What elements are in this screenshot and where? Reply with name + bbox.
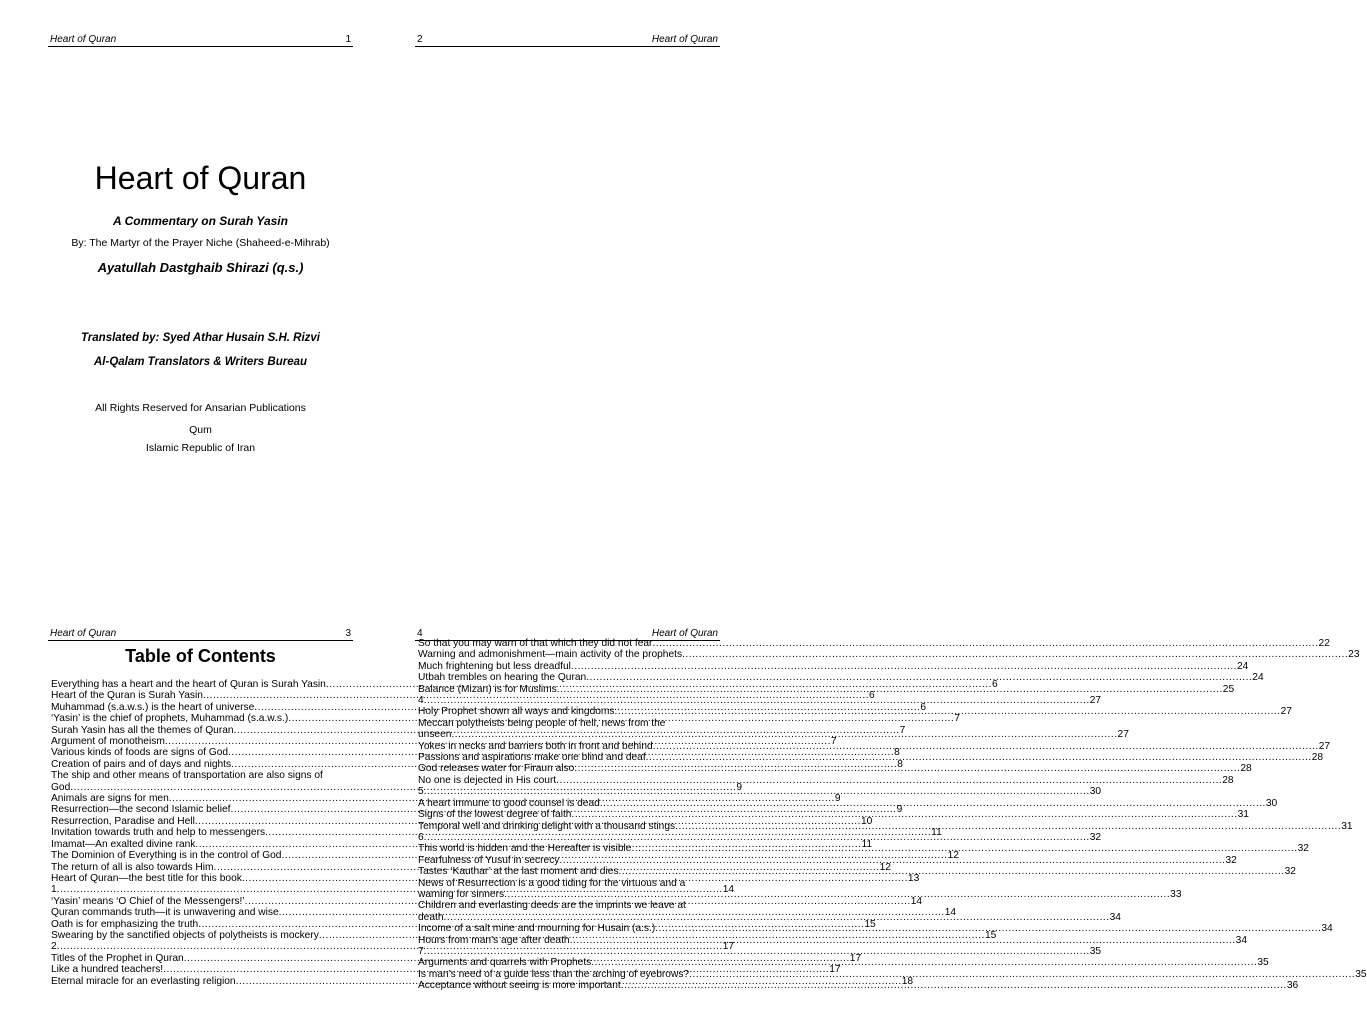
toc-entry-title: Imamat—An exalted divine rank	[51, 838, 196, 850]
toc-entry-page: 9	[736, 781, 743, 793]
toc-entry[interactable]	[418, 878, 721, 889]
toc-entry-title: Meccan polytheists being people of hell, news from the	[418, 717, 666, 729]
dot-leader	[444, 912, 1110, 923]
dot-leader	[652, 638, 1318, 649]
dot-leader	[655, 923, 1321, 934]
toc-entry-page: 11	[931, 827, 942, 839]
toc-entry-title: This world is hidden and the Hereafter is visible	[418, 843, 632, 855]
dot-leader	[653, 741, 1319, 752]
toc-entry-page: 35	[1355, 968, 1367, 980]
country-line: Islamic Republic of Iran	[145, 442, 256, 454]
toc-entry-title: Temporal well and drinking delight with a thousand stings	[418, 820, 676, 832]
toc-entry-title: Arguments and quarrels with Prophets	[418, 957, 592, 969]
toc-entry-page: 28	[1311, 752, 1324, 764]
toc-entry-page: 32	[1284, 866, 1296, 878]
dot-leader	[675, 821, 1341, 832]
toc-entry-page: 15	[864, 918, 876, 930]
toc-entry-title: Creation of pairs and of days and nights	[51, 758, 232, 770]
toc-entry-page: 14	[910, 895, 923, 907]
toc-entry-title: Eternal miracle for an everlasting religion	[51, 975, 236, 987]
toc-entry-page: 28	[1222, 774, 1234, 786]
dot-leader	[571, 661, 1237, 672]
toc-entry-title: Muhammad (s.a.w.s.) is the heart of universe	[51, 701, 255, 713]
dot-leader	[600, 798, 1266, 809]
toc-entry-title-cont: unseen	[418, 729, 452, 741]
toc-entry[interactable]	[418, 706, 1292, 718]
toc-entry-page: 30	[1265, 797, 1278, 809]
toc-entry-page: 7	[954, 713, 961, 725]
dot-leader	[615, 706, 1281, 717]
toc-entry-title: The ship and other means of transportation are also signs of	[51, 770, 323, 782]
header-title: Heart of Quran	[50, 628, 117, 639]
toc-entry-title: Signs of the lowest degree of faith	[418, 809, 572, 821]
toc-entry-page: 14	[722, 884, 735, 896]
toc-entry-page: 27	[1280, 706, 1292, 718]
toc-entry-title: 7	[418, 945, 424, 957]
toc-entry-title: Holy Prophet shown all ways and kingdoms	[418, 706, 615, 718]
toc-entry-title: 4	[418, 695, 424, 707]
toc-entry-page: 36	[1286, 980, 1299, 992]
toc-entry[interactable]	[418, 672, 1264, 684]
dot-leader	[556, 775, 1222, 786]
header-title: Heart of Quran	[651, 628, 718, 639]
dot-leader	[571, 809, 1237, 820]
toc-entry[interactable]	[418, 774, 1234, 786]
toc-entry[interactable]	[418, 695, 1102, 707]
toc-entry-title: Everything has a heart and the heart of Quran is Surah Yasin	[51, 679, 326, 690]
toc-entry-page: 23	[1348, 649, 1360, 661]
translator-line: Translated by: Syed Athar Husain S.H. Rizvi	[80, 332, 320, 344]
toc-entry-page: 28	[1240, 763, 1252, 775]
dot-leader	[424, 695, 1090, 706]
toc-entry-title: ‘Yasin’ means ‘O Chief of the Messengers!’	[51, 895, 245, 907]
toc-entry-page: 6	[920, 701, 927, 713]
page-number: 2	[417, 34, 423, 45]
toc-entry-page: 13	[907, 872, 920, 884]
toc-entry-title: The Dominion of Everything is in the control of God	[51, 850, 282, 862]
toc-entry-continuation[interactable]	[51, 781, 743, 793]
book-title: Heart of Quran	[94, 160, 307, 196]
toc-entry-page: 15	[984, 929, 997, 941]
dot-leader	[574, 763, 1240, 774]
bureau-line: Al-Qalam Translators & Writers Bureau	[93, 356, 308, 368]
toc-entry-title: A heart immune to good counsel is dead	[418, 797, 600, 809]
toc-entry[interactable]	[51, 690, 875, 702]
toc-entry-title: Swearing by the sanctified objects of polytheists is mockery	[51, 929, 319, 941]
page-header	[48, 34, 353, 47]
dot-leader	[646, 752, 1312, 763]
toc-entry-title: Fearfulness of Yusuf in secrecy	[418, 854, 560, 866]
toc-entry-title: Much frightening but less dreadful	[418, 660, 571, 672]
dot-leader	[591, 957, 1257, 968]
by-line: By: The Martyr of the Prayer Niche (Shaheed-e-Mihrab)	[71, 237, 330, 249]
toc-entry[interactable]	[418, 683, 1235, 695]
toc-entry-title: Hours from man’s age after death	[418, 934, 570, 946]
toc-entry-title: Acceptance without seeing is more important	[418, 980, 621, 992]
toc-entry-page: 34	[1321, 923, 1333, 935]
toc-entry-title: Resurrection—the second Islamic belief	[51, 804, 231, 816]
toc-entry-title: Invitation towards truth and help to messengers	[51, 827, 266, 839]
city-line: Qum	[189, 424, 212, 436]
toc-entry-page: 33	[1170, 888, 1182, 900]
toc-entry-title: ‘Yasin’ is the chief of prophets, Muhammad (s.a.w.s.)	[51, 713, 289, 725]
dot-leader	[689, 969, 1355, 980]
toc-entry-page: 34	[1109, 911, 1121, 923]
toc-entry-page: 32	[1225, 854, 1237, 866]
toc-entry-continuation[interactable]	[418, 729, 1129, 741]
toc-entry-title: Children and everlasting deeds are the imprints we leave at	[418, 900, 686, 912]
toc-entry[interactable]	[51, 770, 354, 781]
toc-entry-title: Animals are signs for men	[51, 793, 169, 805]
toc-entry-page: 31	[1341, 820, 1353, 832]
toc-entry-page: 24	[1252, 672, 1264, 684]
toc-entry-page: 10	[860, 815, 873, 827]
toc-entry-title: Heart of the Quran is Surah Yasin	[51, 690, 203, 702]
toc-entry[interactable]	[51, 827, 942, 839]
page-2	[415, 34, 720, 424]
toc-entry-title: The return of all is also towards Him	[51, 861, 214, 873]
toc-entry[interactable]	[418, 797, 1278, 809]
toc-entry-page: 30	[1089, 786, 1102, 798]
toc-entry-page: 17	[829, 964, 841, 976]
toc-entry-title: Surah Yasin has all the themes of Quran	[51, 724, 234, 736]
toc-entry-page: 32	[1089, 831, 1102, 843]
dot-leader	[424, 786, 1090, 797]
header-title: Heart of Quran	[651, 34, 718, 45]
toc-heading: Table of Contents	[125, 646, 276, 666]
toc-entry-page: 8	[897, 758, 903, 770]
toc-entry[interactable]	[418, 740, 1331, 752]
toc-entry-title: Argument of monotheism	[51, 736, 165, 748]
toc-entry-page: 14	[944, 907, 957, 919]
page-1	[48, 34, 353, 454]
toc-entry-page: 27	[1117, 729, 1129, 741]
toc-entry-title-cont: God	[51, 781, 71, 793]
toc-entry-page: 35	[1257, 957, 1269, 969]
toc-entry-page: 27	[1318, 740, 1331, 752]
page-number: 1	[345, 34, 351, 45]
toc-entry-title: 5	[418, 786, 424, 798]
toc-entry-title-cont: warning for sinners	[418, 888, 505, 900]
toc-entry-title: God releases water for Firaun also	[418, 763, 575, 775]
toc-entry-page: 18	[901, 975, 914, 987]
toc-entry-title: Oath is for emphasizing the truth	[51, 918, 199, 930]
toc-entry-page: 11	[861, 838, 873, 850]
dot-leader	[424, 832, 1090, 843]
dot-leader	[557, 684, 1223, 695]
toc-entry-page: 7	[830, 736, 837, 748]
toc-entry-title: Like a hundred teachers!	[51, 964, 164, 976]
dot-leader	[631, 843, 1297, 854]
toc-entry-page: 32	[1297, 843, 1309, 855]
toc-entry-title: Is man’s need of a guide less than the arching of eyebrows?	[418, 968, 690, 980]
toc-entry[interactable]	[418, 660, 1249, 672]
toc-entry-title: Passions and aspirations make one blind and deaf	[418, 752, 646, 764]
toc-entry-title: 1	[51, 884, 57, 896]
toc-entry[interactable]	[418, 763, 1252, 775]
toc-entry[interactable]	[418, 900, 721, 911]
dot-leader	[559, 855, 1225, 866]
page-number: 4	[417, 628, 423, 639]
dot-leader	[586, 672, 1252, 683]
toc-entry-title: Quran commands truth—it is unwavering and wise	[51, 907, 279, 919]
toc-entry-page: 24	[1237, 660, 1249, 672]
page-header	[415, 34, 720, 47]
toc-entry[interactable]	[418, 638, 1330, 649]
toc-entry-page: 34	[1235, 934, 1248, 946]
toc-entry-page: 22	[1318, 638, 1330, 649]
toc-entry-page: 6	[869, 690, 875, 702]
dot-leader	[618, 866, 1284, 877]
dot-leader	[424, 946, 1090, 957]
page-number: 3	[345, 628, 351, 639]
toc-entry-title: Tastes ‘Kauthar’ at the last moment and dies	[418, 866, 619, 878]
toc-entry[interactable]	[51, 941, 735, 953]
book-subtitle: A Commentary on Surah Yasin	[113, 214, 288, 228]
toc-entry-title: Warning and admonishment—main activity of the prophets	[418, 649, 683, 661]
toc-entry[interactable]	[418, 649, 1360, 661]
toc-entry-page: 35	[1089, 945, 1102, 957]
toc-entry-title-cont: death	[418, 911, 444, 923]
toc-entry-page: 31	[1237, 809, 1249, 821]
dot-leader	[621, 980, 1287, 991]
toc-entry-title: Heart of Quran—the best title for this book	[51, 872, 242, 884]
toc-entry[interactable]	[418, 752, 1324, 764]
toc-entry-title: Utbah trembles on hearing the Quran	[418, 672, 587, 684]
toc-entry-page: 17	[722, 941, 735, 953]
toc-entry-title: Balance (Mizan) is for Muslims	[418, 683, 557, 695]
toc-entry-title: News of Resurrection is a good tiding for the virtuous and a	[418, 877, 686, 889]
toc-entry-title: 2	[51, 941, 57, 953]
toc-entry-page: 6	[991, 679, 998, 690]
toc-entry[interactable]	[418, 786, 1102, 798]
toc-entry-page: 9	[834, 793, 841, 805]
dot-leader	[682, 649, 1348, 660]
dot-leader	[504, 889, 1170, 900]
toc-entry-title: Income of a salt mine and mourning for Husain (a.s.)	[418, 923, 656, 935]
toc-entry-title: Various kinds of foods are signs of God	[51, 747, 229, 759]
toc-entry-title: Yokes in necks and barriers both in front and behind	[418, 740, 653, 752]
toc-entry-page: 12	[947, 850, 959, 862]
toc-entry-page: 7	[899, 724, 906, 736]
toc-entry-title: No one is dejected in His court	[418, 774, 557, 786]
toc-entry-page: 25	[1222, 683, 1235, 695]
dot-leader	[451, 729, 1117, 740]
toc-entry-page: 27	[1089, 695, 1102, 707]
toc-entry-page: 12	[879, 861, 891, 873]
dot-leader	[570, 935, 1236, 946]
toc-entry-title: Resurrection, Paradise and Hell	[51, 815, 195, 827]
rights-line: All Rights Reserved for Ansarian Publications	[95, 402, 306, 414]
toc-entry-page: 8	[894, 747, 900, 759]
author-name: Ayatullah Dastghaib Shirazi (q.s.)	[97, 260, 304, 275]
toc-entry[interactable]	[418, 718, 721, 729]
header-title: Heart of Quran	[50, 34, 117, 45]
toc-entry-page: 9	[896, 804, 903, 816]
toc-entry-title: 6	[418, 831, 424, 843]
toc-entry-title: Titles of the Prophet in Quran	[51, 952, 184, 964]
toc-entry-page: 17	[849, 952, 862, 964]
toc-entry-title: So that you may warn of that which they did not fear	[418, 638, 653, 649]
page-header	[48, 628, 353, 641]
